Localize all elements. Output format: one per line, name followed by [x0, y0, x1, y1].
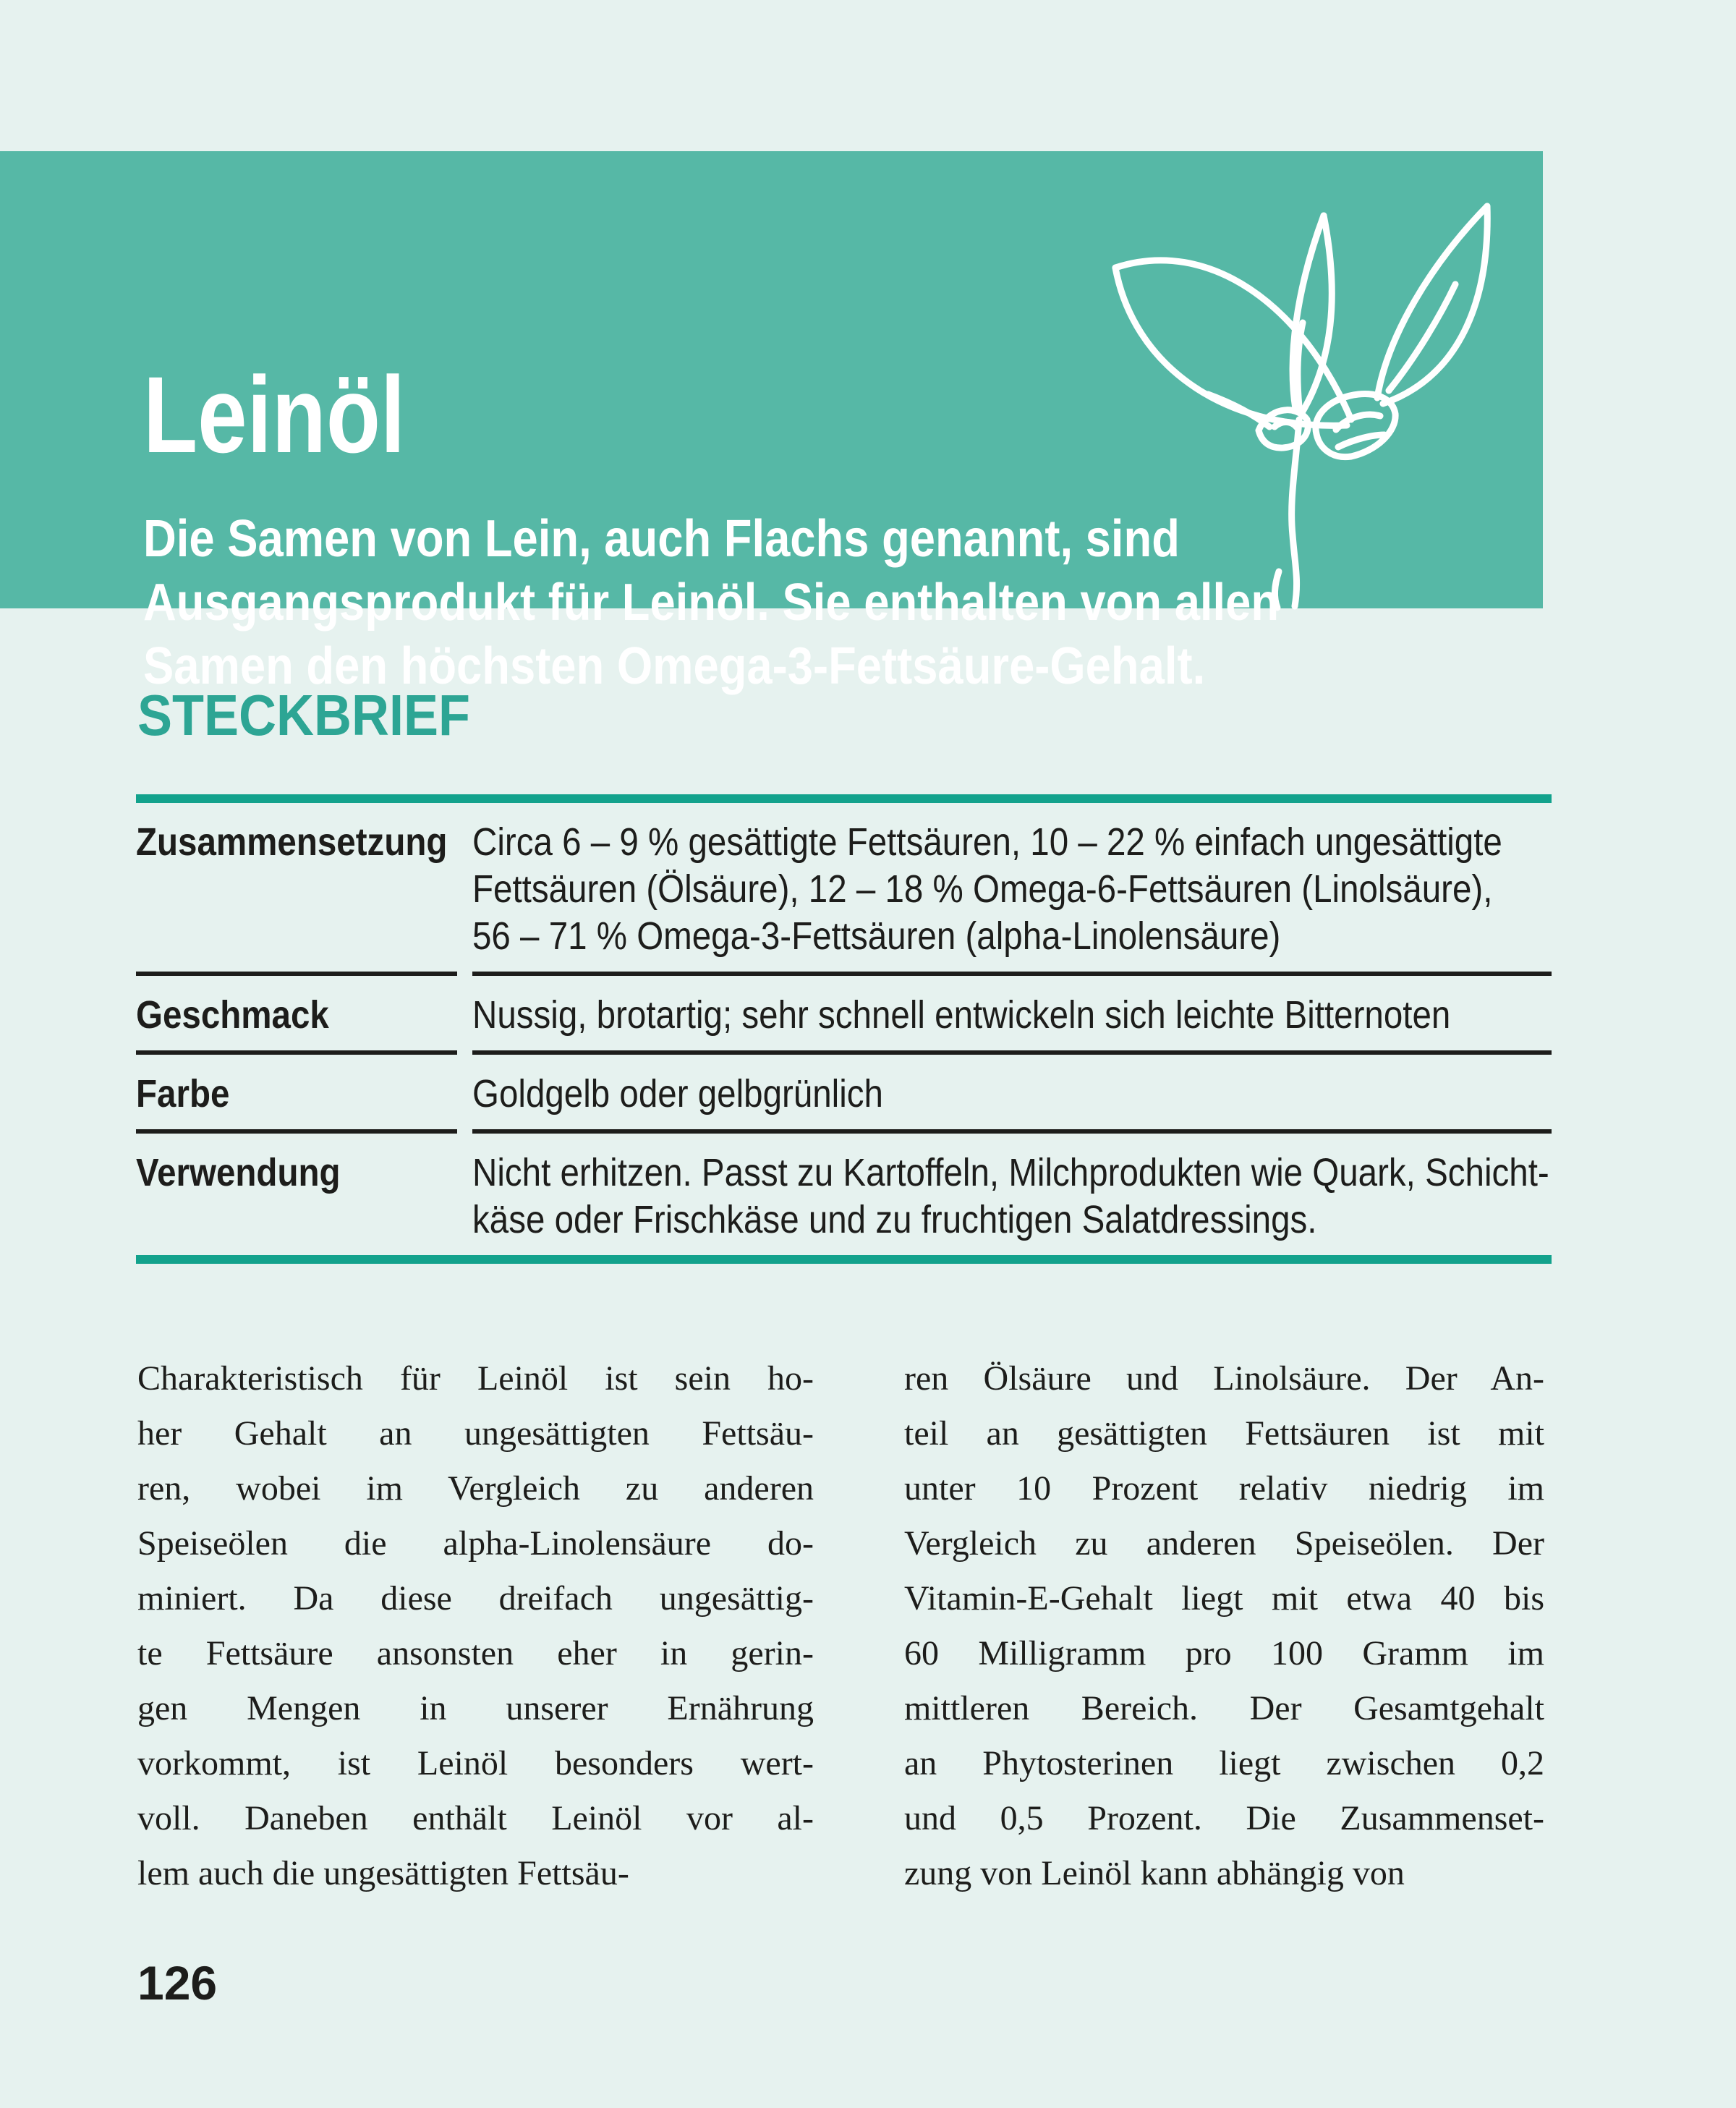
row-label: Verwendung: [136, 1151, 341, 1194]
body-column-left: Charakteristisch für Leinöl ist sein ho- her Gehalt an ungesättigten Fettsäu- ren, wobei im Vergleich zu anderen Speiseölen die alpha-Linolensäure do- miniert. Da diese dreifach ungesättig- te Fettsäure ansonsten eher in gerin- gen Mengen in unserer Ernährung vorkommt, ist Leinöl besonders wert- voll. Daneben enthält Leinöl vor al- lem auch die ungesättigten Fettsäu-: [137, 1359, 814, 1892]
row-label: Zusammensetzung: [136, 820, 448, 864]
table-row-verwendung: [136, 1134, 1552, 1255]
page-title: Leinöl: [143, 354, 406, 475]
hero-intro: Die Samen von Lein, auch Flachs genannt, sind Ausgangsprodukt für Leinöl. Sie enthalten von allen Samen den höchsten Omega-3-Fettsäure-Gehalt.: [143, 510, 1280, 695]
row-value: Nicht erhitzen. Passt zu Kartoffeln, Milchprodukten wie Quark, Schicht- käse oder Frischkäse und zu fruchtigen Salatdressings.: [472, 1151, 1549, 1241]
row-value: Goldgelb oder gelbgrünlich: [472, 1072, 883, 1115]
row-divider: [136, 972, 1552, 976]
row-label: Geschmack: [136, 993, 329, 1037]
flax-plant-icon: [1085, 181, 1533, 615]
row-label: Farbe: [136, 1072, 230, 1115]
table-row-zusammensetzung: [136, 803, 1552, 972]
body-column-right: ren Ölsäure und Linolsäure. Der An- teil an gesättigten Fettsäuren ist mit unter 10 Prozent relativ niedrig im Vergleich zu anderen Speiseölen. Der Vitamin-E-Gehalt liegt mit etwa 40 bis 60 Milligramm pro 100 Gramm im mittleren Bereich. Der Gesamtgehalt an Phytosterinen liegt zwischen 0,2 und 0,5 Prozent. Die Zusammenset- zung von Leinöl kann abhängig von: [904, 1359, 1544, 1892]
row-divider: [136, 1050, 1552, 1055]
row-value: Nussig, brotartig; sehr schnell entwickeln sich leichte Bitternoten: [472, 993, 1451, 1037]
row-divider: [136, 1129, 1552, 1134]
page-number: 126: [137, 1956, 218, 2010]
row-value: Circa 6 – 9 % gesättigte Fettsäuren, 10 – 22 % einfach ungesättigte Fettsäuren (Ölsäure), 12 – 18 % Omega-6-Fettsäuren (Linolsäure), 56 – 71 % Omega-3-Fettsäuren (alpha-Linolensäure): [472, 820, 1502, 958]
table-row-farbe: [136, 1055, 1552, 1129]
steckbrief-table: [136, 794, 1552, 1264]
table-bottom-rule: [136, 1255, 1552, 1264]
table-top-rule: [136, 794, 1552, 803]
table-row-geschmack: [136, 976, 1552, 1050]
section-heading: STECKBRIEF: [137, 683, 471, 747]
